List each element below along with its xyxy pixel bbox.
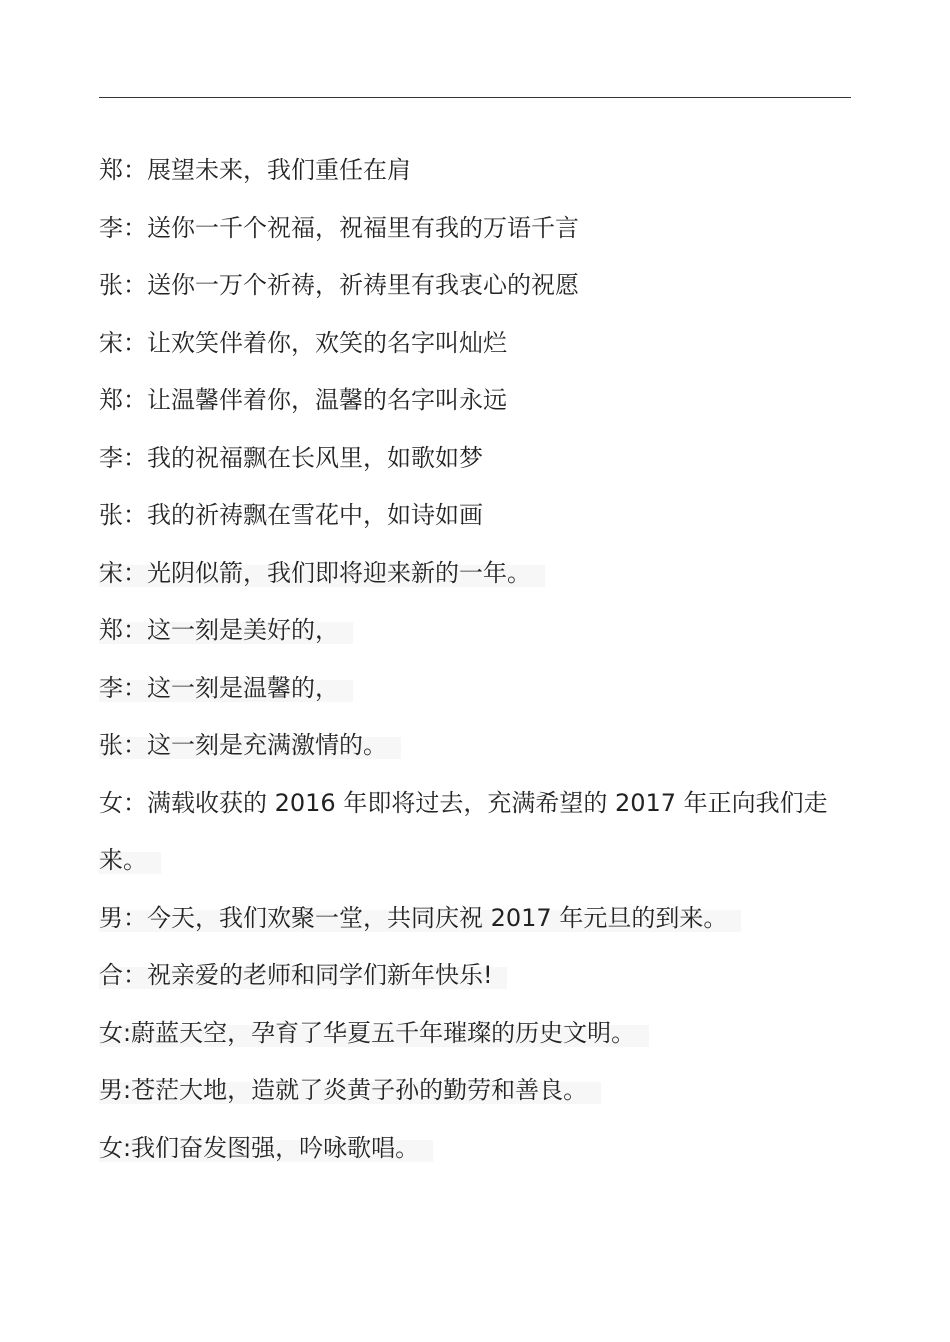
script-line xyxy=(99,315,859,373)
script-line xyxy=(99,660,859,718)
script-line-text: 郑：这一刻是美好的， xyxy=(99,616,353,644)
script-line xyxy=(99,1120,859,1178)
script-line-text: 男：今天，我们欢聚一堂，共同庆祝 2017 年元旦的到来。 xyxy=(99,904,741,932)
script-line xyxy=(99,257,859,315)
script-line xyxy=(99,142,859,200)
script-line-text: 合：祝亲爱的老师和同学们新年快乐! xyxy=(99,961,507,989)
script-line xyxy=(99,487,859,545)
script-line-text: 李：这一刻是温馨的， xyxy=(99,674,353,702)
script-line-text: 李：我的祝福飘在长风里，如歌如梦 xyxy=(99,443,483,472)
script-line-text: 张：我的祈祷飘在雪花中，如诗如画 xyxy=(99,501,483,529)
script-line xyxy=(99,1005,859,1063)
script-line-text: 李：送你一千个祝福，祝福里有我的万语千言 xyxy=(99,213,579,242)
script-line xyxy=(99,775,859,833)
script-line-text: 郑：让温馨伴着你，温馨的名字叫永远 xyxy=(99,386,507,414)
script-line xyxy=(99,200,859,258)
script-line xyxy=(99,890,859,948)
script-line-text: 郑：展望未来，我们重任在肩 xyxy=(99,156,411,184)
script-line-text: 张：这一刻是充满激情的。 xyxy=(99,731,401,759)
script-line xyxy=(99,832,859,890)
script-line xyxy=(99,1062,859,1120)
script-line xyxy=(99,947,859,1005)
header-divider xyxy=(99,97,851,98)
script-line-text: 宋：让欢笑伴着你，欢笑的名字叫灿烂 xyxy=(99,328,507,357)
script-line xyxy=(99,430,859,488)
script-line-text: 男:苍茫大地，造就了炎黄子孙的勤劳和善良。 xyxy=(99,1076,601,1104)
script-line-text: 女:蔚蓝天空，孕育了华夏五千年璀璨的历史文明。 xyxy=(99,1019,649,1047)
script-line xyxy=(99,545,859,603)
script-line-text: 女：满载收获的 2016 年即将过去，充满希望的 2017 年正向我们走 xyxy=(99,788,828,817)
script-line-text: 张：送你一万个祈祷，祈祷里有我衷心的祝愿 xyxy=(99,271,579,299)
script-line-text: 女:我们奋发图强，吟咏歌唱。 xyxy=(99,1134,433,1162)
script-line xyxy=(99,372,859,430)
script-line-text: 宋：光阴似箭，我们即将迎来新的一年。 xyxy=(99,559,545,587)
script-line-text: 来。 xyxy=(99,846,161,874)
script-line xyxy=(99,717,859,775)
script-line xyxy=(99,602,859,660)
script-lines xyxy=(99,142,859,1177)
